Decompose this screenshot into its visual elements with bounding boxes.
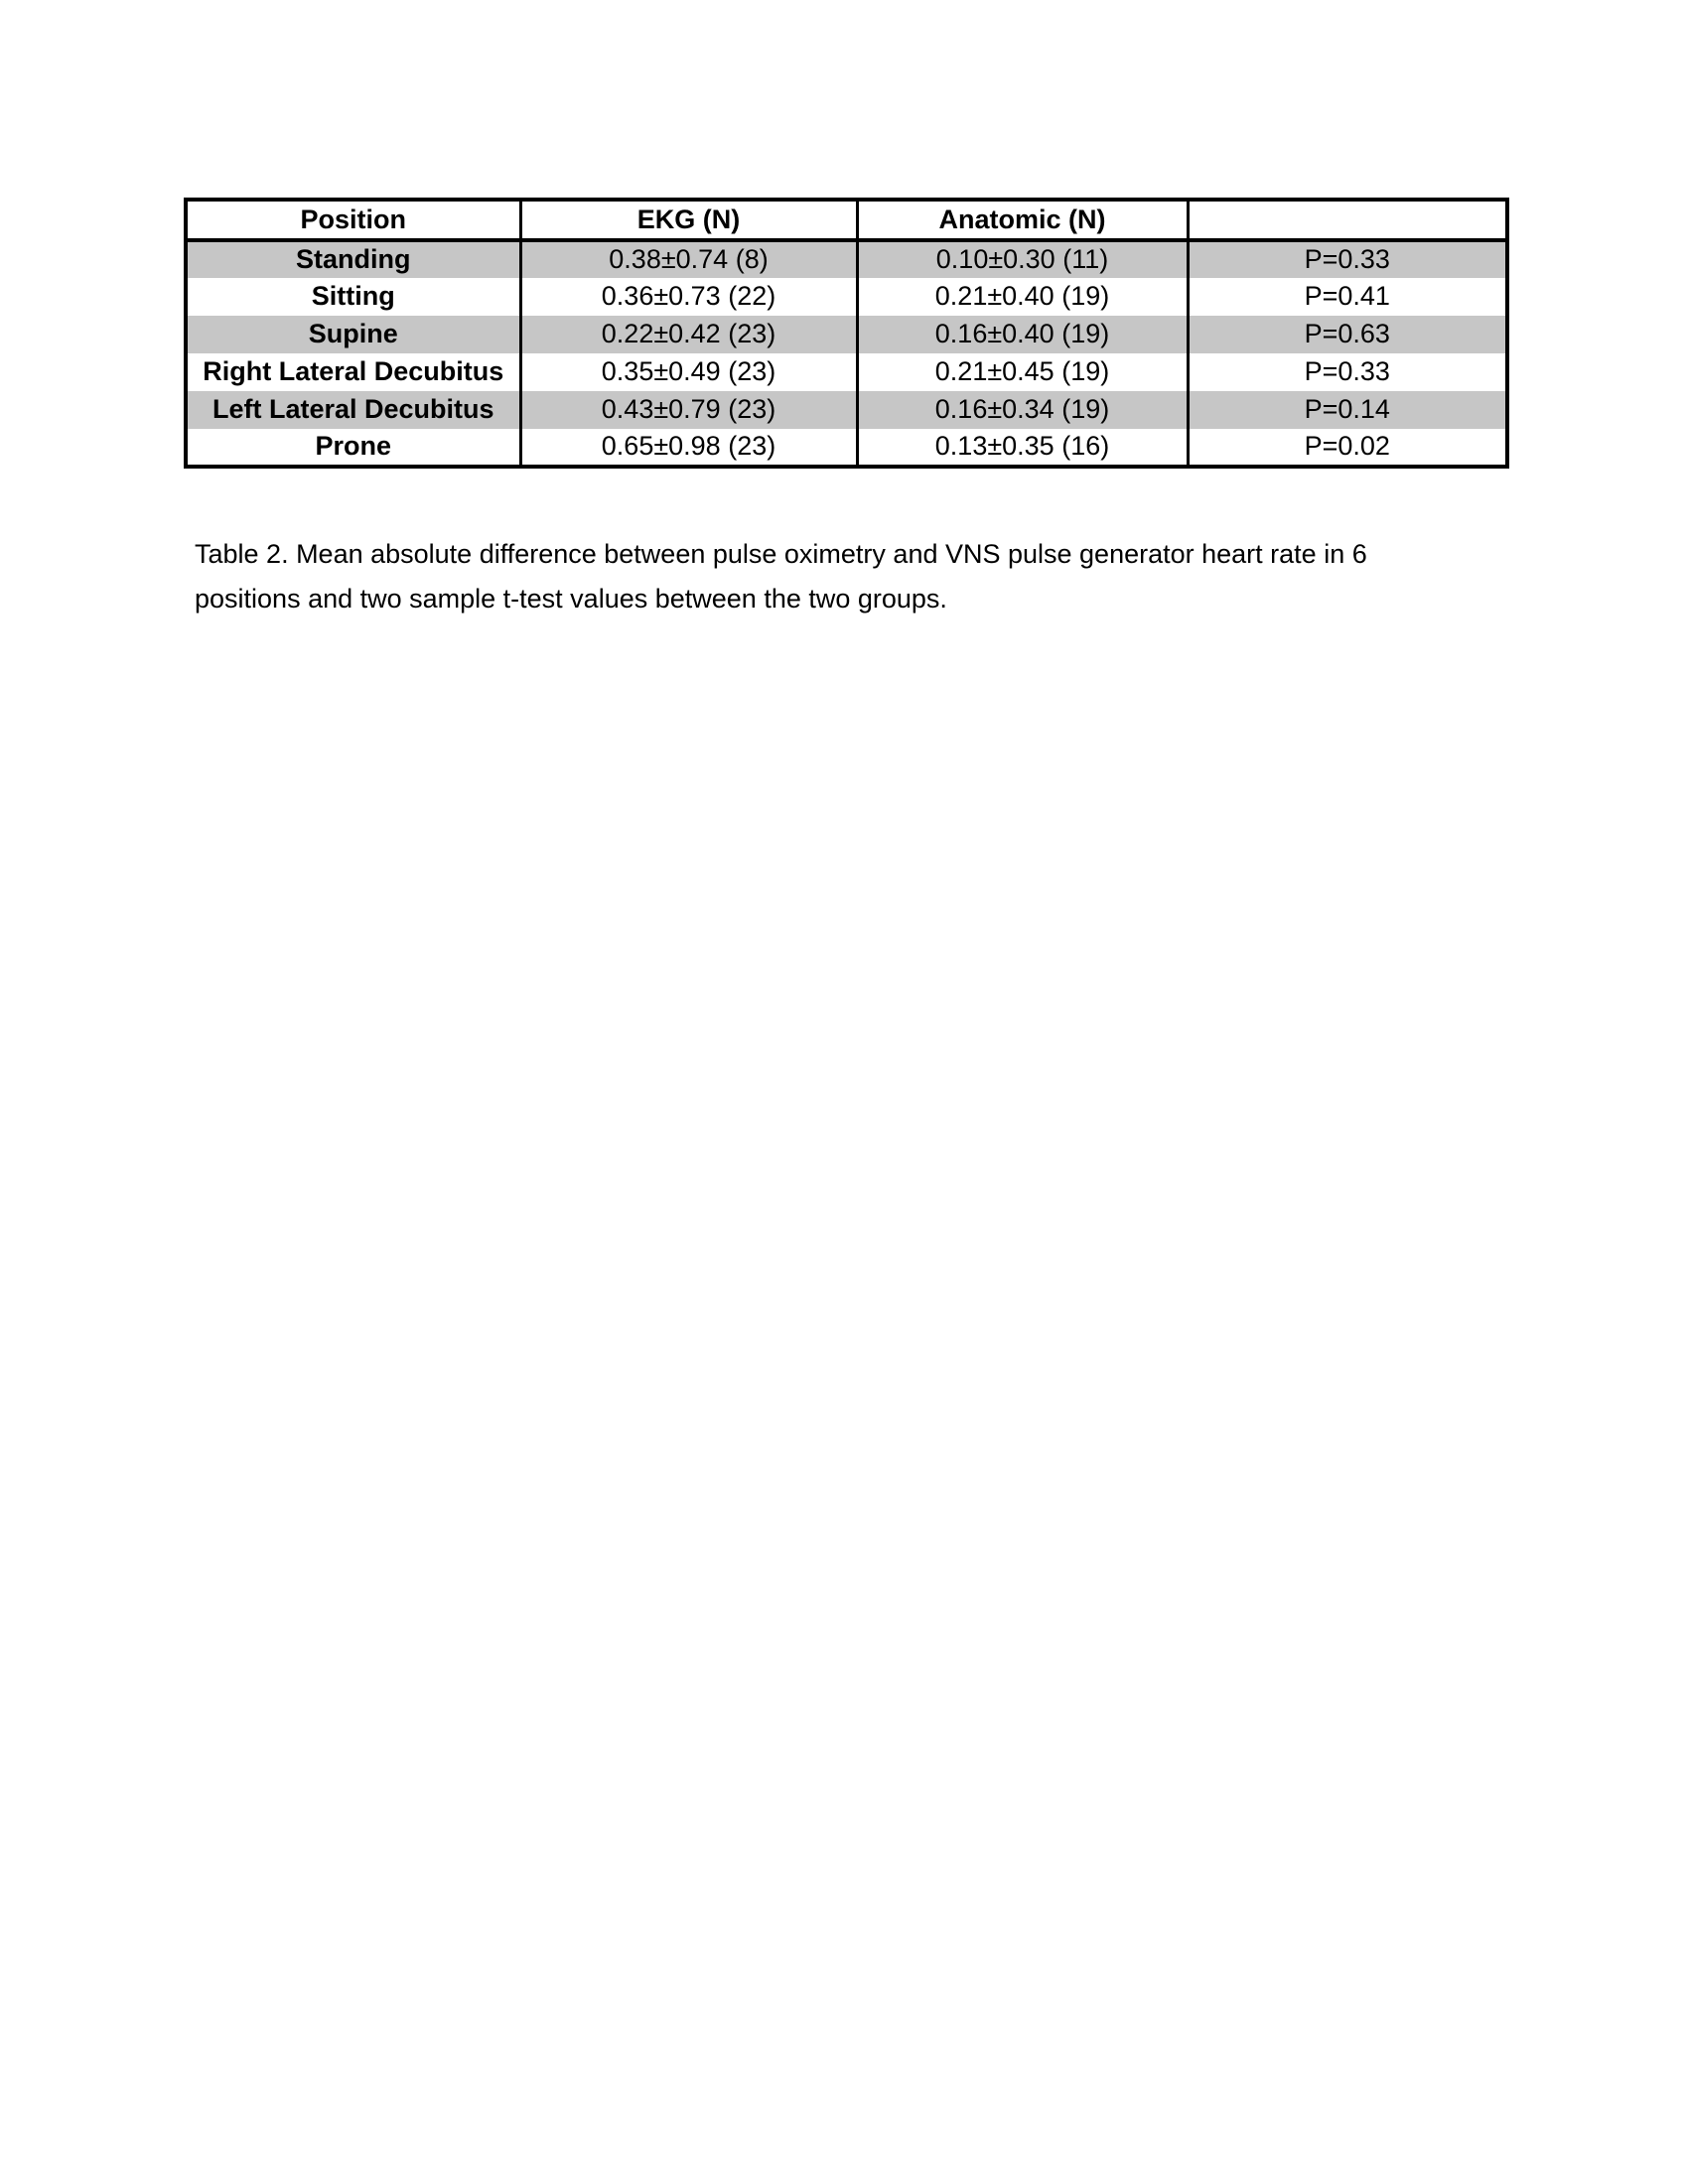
anatomic-cell: 0.16±0.40 (19) xyxy=(857,316,1188,353)
table-row xyxy=(186,429,1507,467)
header-row xyxy=(186,200,1507,240)
table-row xyxy=(186,391,1507,429)
anatomic-cell: 0.16±0.34 (19) xyxy=(857,391,1188,429)
column-header-position: Position xyxy=(186,200,520,240)
ekg-cell: 0.22±0.42 (23) xyxy=(520,316,857,353)
caption-line-2: positions and two sample t-test values between the two groups. xyxy=(195,584,947,614)
ekg-cell: 0.65±0.98 (23) xyxy=(520,429,857,467)
position-cell: Supine xyxy=(186,316,520,353)
column-header-pvalue xyxy=(1188,200,1507,240)
anatomic-cell: 0.13±0.35 (16) xyxy=(857,429,1188,467)
anatomic-cell: 0.21±0.40 (19) xyxy=(857,278,1188,316)
position-cell: Prone xyxy=(186,429,520,467)
pvalue-cell: P=0.63 xyxy=(1188,316,1507,353)
results-table xyxy=(184,198,1509,469)
ekg-cell: 0.35±0.49 (23) xyxy=(520,353,857,391)
column-header-anatomic: Anatomic (N) xyxy=(857,200,1188,240)
pvalue-cell: P=0.33 xyxy=(1188,353,1507,391)
pvalue-cell: P=0.33 xyxy=(1188,240,1507,278)
pvalue-cell: P=0.02 xyxy=(1188,429,1507,467)
table-row xyxy=(186,278,1507,316)
table-row xyxy=(186,240,1507,278)
table-row xyxy=(186,353,1507,391)
anatomic-cell: 0.21±0.45 (19) xyxy=(857,353,1188,391)
position-cell: Left Lateral Decubitus xyxy=(186,391,520,429)
pvalue-cell: P=0.14 xyxy=(1188,391,1507,429)
pvalue-cell: P=0.41 xyxy=(1188,278,1507,316)
position-cell: Right Lateral Decubitus xyxy=(186,353,520,391)
ekg-cell: 0.38±0.74 (8) xyxy=(520,240,857,278)
anatomic-cell: 0.10±0.30 (11) xyxy=(857,240,1188,278)
ekg-cell: 0.43±0.79 (23) xyxy=(520,391,857,429)
position-cell: Sitting xyxy=(186,278,520,316)
caption-line-1: Table 2. Mean absolute difference between pulse oximetry and VNS pulse generator heart rate in 6 xyxy=(195,539,1367,569)
ekg-cell: 0.36±0.73 (22) xyxy=(520,278,857,316)
position-cell: Standing xyxy=(186,240,520,278)
table-caption xyxy=(195,532,1367,621)
column-header-ekg: EKG (N) xyxy=(520,200,857,240)
table-row xyxy=(186,316,1507,353)
